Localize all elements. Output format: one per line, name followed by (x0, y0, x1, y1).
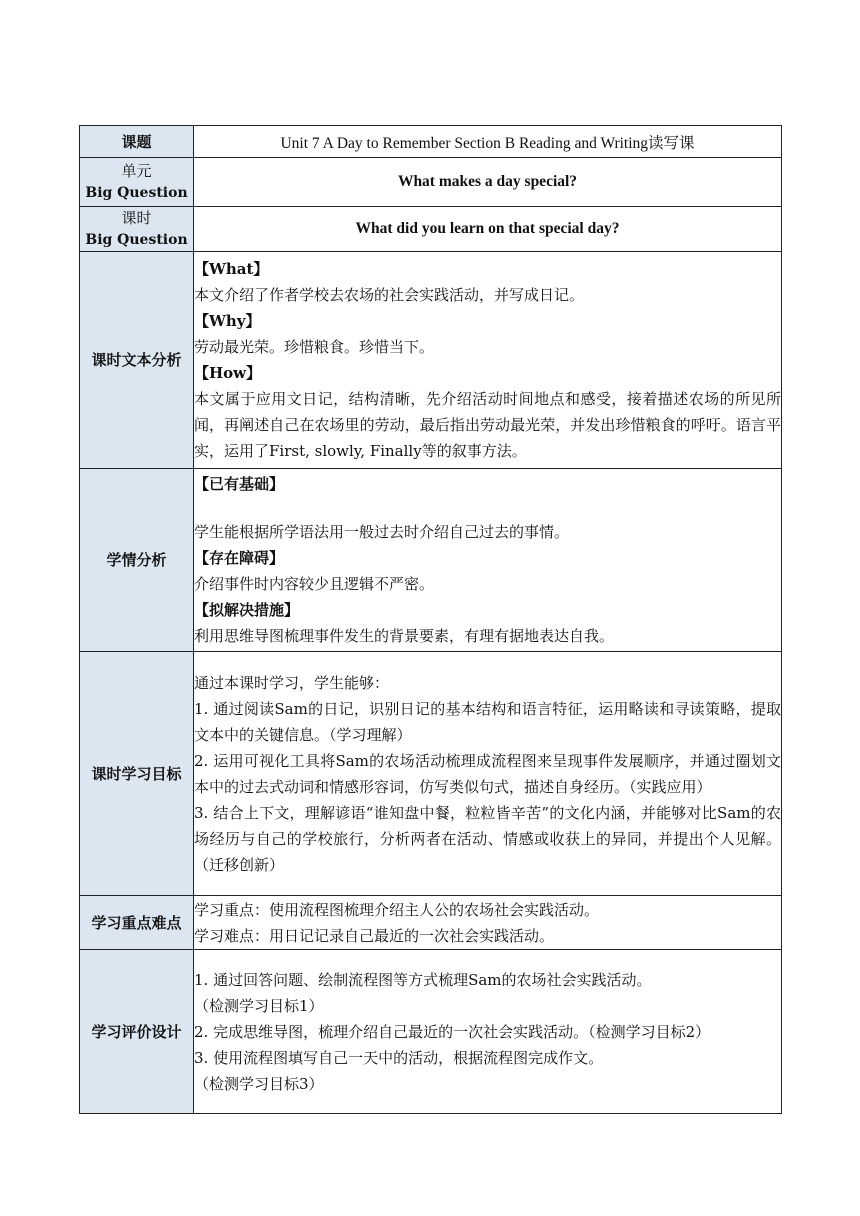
objective-3: 3. 结合上下文，理解谚语“谁知盘中餐，粒粒皆辛苦”的文化内涵，并能够对比Sam的农场经历与自己的学校旅行，分析两者在活动、情感或收获上的异同，并提出个人见解。（迁移创新） (194, 803, 781, 874)
label-key-points: 学习重点难点 (80, 896, 194, 950)
evaluation-2: 2. 完成思维导图，梳理介绍自己最近的一次社会实践活动。（检测学习目标2） (194, 1022, 711, 1041)
solution-heading: 【拟解决措施】 (194, 601, 300, 619)
label-lesson: 课时 (121, 209, 152, 227)
objective-2: 2. 运用可视化工具将Sam的农场活动梳理成流程图来呈现事件发展顺序，并通过圈划文本中的过去式动词和情感形容词，仿写类似句式，描述自身经历。（实践应用） (194, 751, 781, 796)
evaluation-3: 3. 使用流程图填写自己一天中的活动，根据流程图完成作文。 (194, 1048, 604, 1067)
what-heading: 【What】 (194, 260, 269, 278)
objectives-content (194, 652, 782, 896)
lesson-plan-table (79, 125, 782, 1114)
obstacle-text: 介绍事件时内容较少且逻辑不严密。 (194, 575, 435, 593)
why-heading: 【Why】 (194, 312, 261, 330)
label-learner-analysis: 学情分析 (80, 469, 194, 652)
row-text-analysis (80, 252, 782, 469)
evaluation-content (194, 950, 782, 1114)
row-learner-analysis (80, 469, 782, 652)
basis-heading: 【已有基础】 (194, 475, 285, 493)
label-big-question: Big Question (85, 232, 188, 248)
key-focus: 学习重点：使用流程图梳理介绍主人公的农场社会实践活动。 (194, 900, 600, 919)
value-lesson-big-question: What did you learn on that special day? (194, 207, 782, 252)
key-difficulty: 学习难点：用日记记录自己最近的一次社会实践活动。 (194, 926, 555, 945)
row-topic (80, 126, 782, 158)
spacer (194, 497, 781, 519)
evaluation-1-note: （检测学习目标1） (194, 996, 324, 1015)
objectives-intro: 通过本课时学习，学生能够： (194, 673, 390, 692)
text-analysis-content (194, 252, 782, 469)
solution-text: 利用思维导图梳理事件发生的背景要素，有理有据地表达自我。 (194, 627, 615, 645)
label-lesson-big-question (80, 207, 194, 252)
obstacle-heading: 【存在障碍】 (194, 549, 285, 567)
row-unit-big-question (80, 158, 782, 207)
label-unit: 单元 (121, 162, 152, 180)
label-topic: 课题 (80, 126, 194, 158)
basis-text: 学生能根据所学语法用一般过去时介绍自己过去的事情。 (194, 523, 570, 541)
label-text-analysis: 课时文本分析 (80, 252, 194, 469)
what-text: 本文介绍了作者学校去农场的社会实践活动，并写成日记。 (194, 286, 585, 304)
row-objectives (80, 652, 782, 896)
how-text: 本文属于应用文日记，结构清晰，先介绍活动时间地点和感受，接着描述农场的所见所闻，再阐述自己在农场里的劳动，最后指出劳动最光荣，并发出珍惜粮食的呼吁。语言平实，运用了First, slowly, Finally等的叙事方法。 (194, 390, 781, 460)
label-unit-big-question (80, 158, 194, 207)
row-evaluation (80, 950, 782, 1114)
key-points-content (194, 896, 782, 950)
how-heading: 【How】 (194, 364, 262, 382)
evaluation-3-note: （检测学习目标3） (194, 1074, 324, 1093)
value-unit-big-question: What makes a day special? (194, 158, 782, 207)
row-key-points (80, 896, 782, 950)
label-big-question: Big Question (85, 185, 188, 201)
objective-1: 1. 通过阅读Sam的日记，识别日记的基本结构和语言特征，运用略读和寻读策略，提取文本中的关键信息。（学习理解） (194, 699, 781, 744)
learner-analysis-content (194, 469, 782, 652)
evaluation-1: 1. 通过回答问题、绘制流程图等方式梳理Sam的农场社会实践活动。 (194, 970, 652, 989)
why-text: 劳动最光荣。珍惜粮食。珍惜当下。 (194, 338, 435, 356)
row-lesson-big-question (80, 207, 782, 252)
label-objectives: 课时学习目标 (80, 652, 194, 896)
label-evaluation: 学习评价设计 (80, 950, 194, 1114)
value-topic: Unit 7 A Day to Remember Section B Reading and Writing读写课 (194, 126, 782, 158)
